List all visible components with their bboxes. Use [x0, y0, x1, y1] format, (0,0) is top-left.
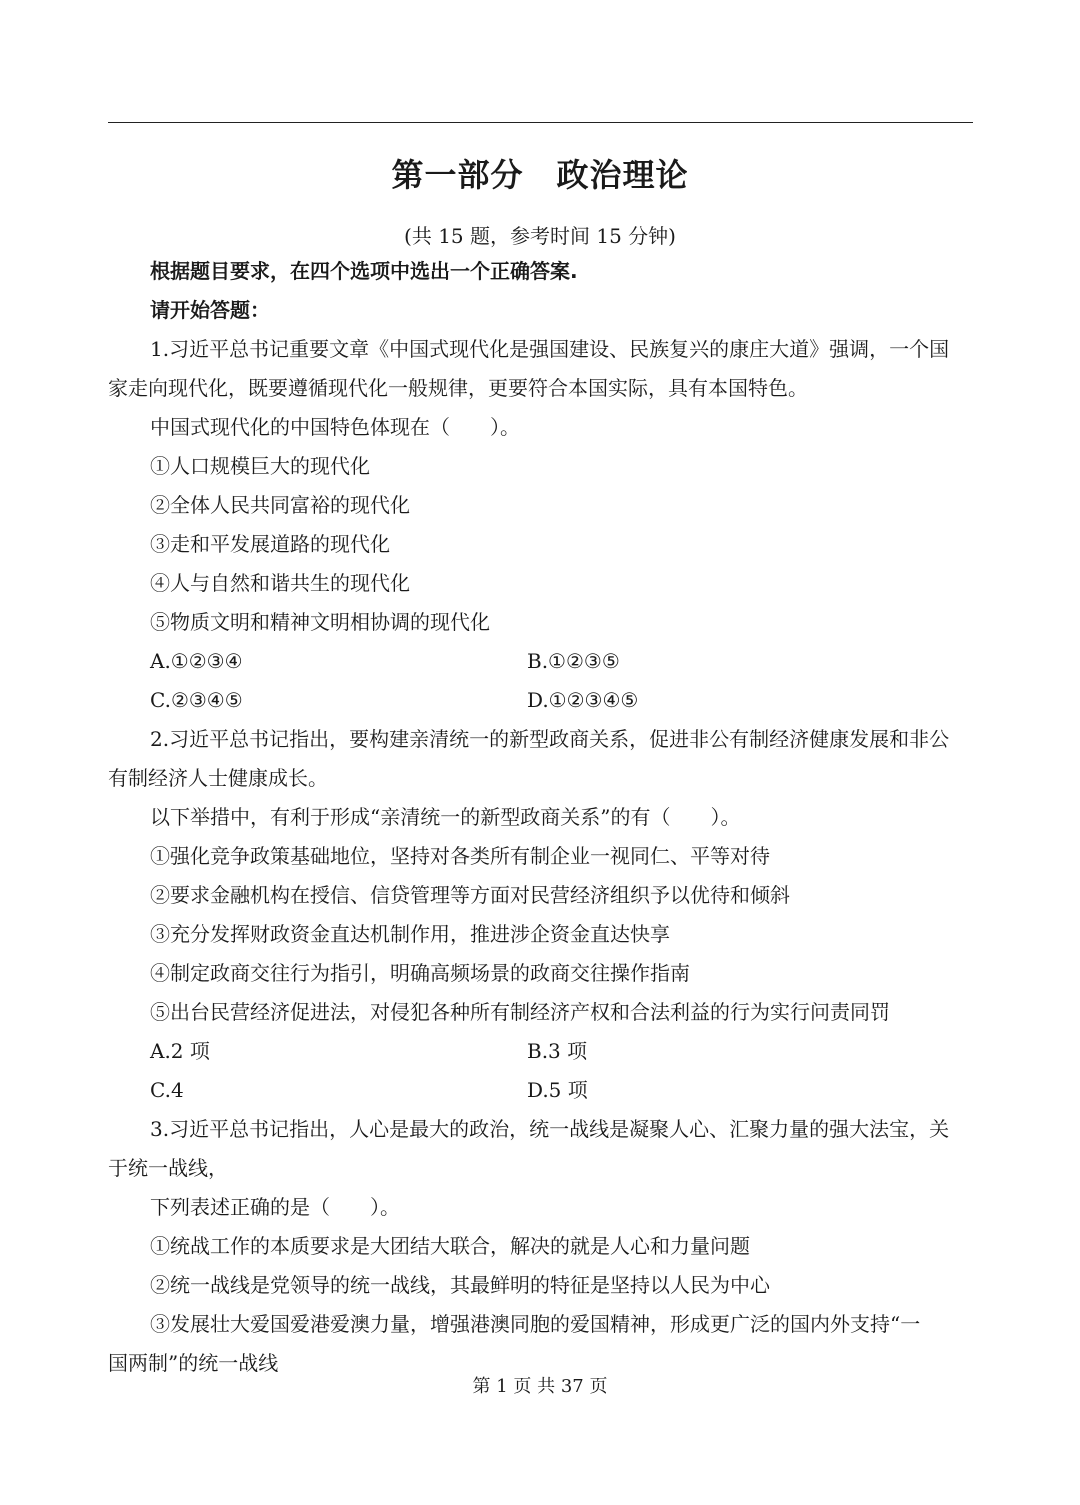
- question-content: [108, 252, 973, 1383]
- q1-item: ①人口规模巨大的现代化: [150, 454, 370, 478]
- q1-option-a: A.①②③④: [150, 649, 243, 673]
- section-title: 第一部分 政治理论: [391, 156, 689, 194]
- q3-stem-line2: 于统一战线，: [108, 1156, 228, 1180]
- q3-item: ②统一战线是党领导的统一战线，其最鲜明的特征是坚持以人民为中心: [150, 1273, 770, 1297]
- q2-options-row-1: [108, 1032, 973, 1071]
- q2-option-b: B.3 项: [527, 1039, 588, 1063]
- q1-options-row-1: [108, 642, 973, 681]
- q3-question: 下列表述正确的是（ ）。: [150, 1195, 400, 1219]
- q1-question: 中国式现代化的中国特色体现在（ ）。: [150, 415, 520, 439]
- q2-option-a: A.2 项: [150, 1039, 210, 1063]
- q1-option-c: C.②③④⑤: [150, 688, 243, 712]
- q2-item: ⑤出台民营经济促进法，对侵犯各种所有制经济产权和合法利益的行为实行问责同罚: [150, 1000, 890, 1024]
- page-footer: 第 1 页 共 37 页: [472, 1376, 608, 1397]
- instruction-line: 根据题目要求，在四个选项中选出一个正确答案.: [150, 259, 578, 283]
- q1-stem-line2: 家走向现代化，既要遵循现代化一般规律，更要符合本国实际，具有本国特色。: [108, 376, 808, 400]
- q3-item: ①统战工作的本质要求是大团结大联合，解决的就是人心和力量问题: [150, 1234, 750, 1258]
- q1-item: ④人与自然和谐共生的现代化: [150, 571, 410, 595]
- q1-item: ②全体人民共同富裕的现代化: [150, 493, 410, 517]
- q1-options-row-2: [108, 681, 973, 720]
- instruction-start: 请开始答题：: [150, 298, 270, 322]
- q2-option-c: C.4: [150, 1078, 184, 1102]
- q2-item: ④制定政商交往行为指引，明确高频场景的政商交往操作指南: [150, 961, 690, 985]
- q1-stem-line1: 1.习近平总书记重要文章《中国式现代化是强国建设、民族复兴的康庄大道》强调，一个国: [150, 337, 950, 361]
- header-rule: [108, 122, 973, 123]
- q1-option-b: B.①②③⑤: [527, 649, 620, 673]
- q2-question: 以下举措中，有利于形成“亲清统一的新型政商关系”的有（ ）。: [150, 805, 741, 829]
- q2-item: ③充分发挥财政资金直达机制作用，推进涉企资金直达快享: [150, 922, 670, 946]
- q3-stem-line1: 3.习近平总书记指出，人心是最大的政治，统一战线是凝聚人心、汇聚力量的强大法宝，关: [150, 1117, 950, 1141]
- q3-item-3-line2: 国两制”的统一战线: [108, 1351, 279, 1375]
- q2-options-row-2: [108, 1071, 973, 1110]
- q2-option-d: D.5 项: [527, 1078, 588, 1102]
- q1-item: ⑤物质文明和精神文明相协调的现代化: [150, 610, 490, 634]
- q3-item-3-line1: ③发展壮大爱国爱港爱澳力量，增强港澳同胞的爱国精神，形成更广泛的国内外支持“一: [150, 1312, 921, 1336]
- q2-item: ①强化竞争政策基础地位，坚持对各类所有制企业一视同仁、平等对待: [150, 844, 770, 868]
- section-subtitle: (共 15 题，参考时间 15 分钟): [404, 224, 676, 248]
- q2-stem-line2: 有制经济人士健康成长。: [108, 766, 328, 790]
- q2-item: ②要求金融机构在授信、信贷管理等方面对民营经济组织予以优待和倾斜: [150, 883, 790, 907]
- q1-item: ③走和平发展道路的现代化: [150, 532, 390, 556]
- q1-option-d: D.①②③④⑤: [527, 688, 639, 712]
- q2-stem-line1: 2.习近平总书记指出，要构建亲清统一的新型政商关系，促进非公有制经济健康发展和非公: [150, 727, 950, 751]
